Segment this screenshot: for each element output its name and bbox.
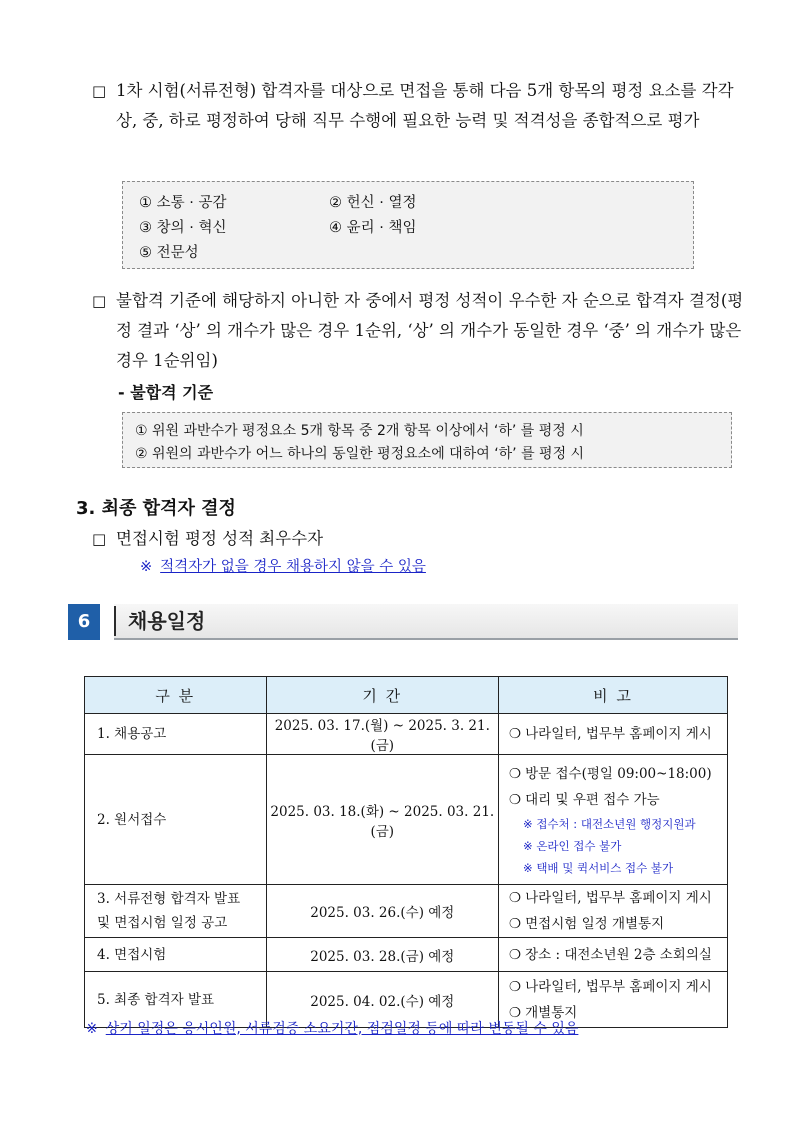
fail-criterion-item: ① 위원 과반수가 평정요소 5개 항목 중 2개 항목 이상에서 ‘하’ 를 평정 시 bbox=[135, 423, 584, 439]
checkbox-bullet-icon: □ bbox=[92, 292, 107, 310]
remark-item bbox=[509, 942, 727, 968]
circle-bullet-icon: ❍ bbox=[509, 726, 522, 742]
remark-text: 방문 접수(평일 09:00~18:00) bbox=[525, 765, 712, 782]
remark-item bbox=[509, 761, 727, 787]
circle-bullet-icon: ❍ bbox=[509, 946, 522, 963]
schedule-category: 4. 면접시험 bbox=[85, 938, 267, 972]
checkbox-bullet-icon: □ bbox=[92, 82, 107, 100]
remark-text: 개별통지 bbox=[525, 1004, 578, 1021]
schedule-remarks bbox=[499, 714, 728, 755]
remark-item bbox=[509, 885, 727, 911]
table-row bbox=[85, 714, 728, 755]
circle-bullet-icon: ❍ bbox=[509, 765, 522, 782]
circle-bullet-icon: ❍ bbox=[509, 978, 522, 995]
remark-item bbox=[509, 911, 727, 937]
table-row bbox=[85, 755, 728, 885]
table-header-row bbox=[85, 677, 728, 714]
schedule-category: 1. 채용공고 bbox=[85, 714, 267, 755]
fail-criteria-box bbox=[122, 412, 732, 468]
pass-rule-text: 불합격 기준에 해당하지 아니한 자 중에서 평정 성적이 우수한 자 순으로 합격자 결정(평정 결과 ‘상’ 의 개수가 많은 경우 1순위, ‘상’ 의 개수가 동일한 경우 ‘중’ 의 개수가 많은 경우 1순위임) bbox=[116, 291, 744, 370]
remark-text: 대리 및 우편 접수 가능 bbox=[525, 791, 660, 808]
final-decision-heading: 3. 최종 합격자 결정 bbox=[76, 498, 236, 519]
circle-bullet-icon: ❍ bbox=[509, 916, 522, 932]
column-header: 기 간 bbox=[266, 677, 498, 714]
column-header: 구 분 bbox=[85, 677, 267, 714]
remark-item bbox=[509, 974, 727, 1000]
remark-item bbox=[509, 721, 727, 747]
criterion-item: ④ 윤리 · 책임 bbox=[329, 220, 417, 236]
note-mark: ※ bbox=[86, 1021, 98, 1037]
schedule-category: 2. 원서접수 bbox=[85, 755, 267, 885]
schedule-period: 2025. 03. 26.(수) 예정 bbox=[266, 885, 498, 938]
schedule-period: 2025. 04. 02.(수) 예정 bbox=[266, 972, 498, 1028]
remark-item bbox=[509, 787, 727, 813]
final-note bbox=[140, 556, 426, 578]
interview-intro-paragraph bbox=[92, 76, 742, 168]
remark-text: 나라일터, 법무부 홈페이지 게시 bbox=[525, 978, 712, 995]
remark-note: ※ 택배 및 퀵서비스 접수 불가 bbox=[523, 860, 674, 875]
schedule-period: 2025. 03. 17.(월) ~ 2025. 3. 21.(금) bbox=[266, 714, 498, 755]
remark-text: 장소 : 대전소년원 2층 소회의실 bbox=[525, 946, 712, 963]
pass-rule-paragraph bbox=[92, 286, 742, 378]
section-title-bar bbox=[114, 604, 738, 640]
final-decision-paragraph bbox=[92, 524, 742, 554]
schedule-category: 5. 최종 합격자 발표 bbox=[85, 972, 267, 1028]
final-note-link[interactable]: 적격자가 없을 경우 채용하지 않을 수 있음 bbox=[160, 559, 426, 575]
table-row bbox=[85, 885, 728, 938]
circle-bullet-icon: ❍ bbox=[509, 791, 522, 808]
schedule-table bbox=[84, 676, 728, 1028]
schedule-remarks bbox=[499, 885, 728, 938]
circle-bullet-icon: ❍ bbox=[509, 890, 522, 906]
schedule-remarks bbox=[499, 938, 728, 972]
schedule-category: 3. 서류전형 합격자 발표 및 면접시험 일정 공고 bbox=[85, 885, 267, 938]
remark-text: 나라일터, 법무부 홈페이지 게시 bbox=[525, 890, 712, 906]
remark-text: 나라일터, 법무부 홈페이지 게시 bbox=[525, 726, 712, 742]
criterion-item: ① 소통 · 공감 bbox=[139, 195, 227, 211]
circle-bullet-icon: ❍ bbox=[509, 1004, 522, 1021]
schedule-period: 2025. 03. 28.(금) 예정 bbox=[266, 938, 498, 972]
section-divider bbox=[114, 606, 116, 636]
section-number-badge: 6 bbox=[68, 604, 100, 640]
checkbox-bullet-icon: □ bbox=[92, 530, 107, 548]
evaluation-criteria-box bbox=[122, 181, 694, 269]
schedule-footnote bbox=[86, 1018, 578, 1038]
remark-note: ※ 접수처 : 대전소년원 행정지원과 bbox=[523, 816, 696, 831]
criterion-item: ② 헌신 · 열정 bbox=[329, 195, 417, 211]
section-title: 채용일정 bbox=[128, 609, 206, 633]
schedule-period: 2025. 03. 18.(화) ~ 2025. 03. 21.(금) bbox=[266, 755, 498, 885]
remark-text: 면접시험 일정 개별통지 bbox=[525, 916, 665, 932]
footnote-link[interactable]: 상기 일정은 응시인원, 서류검증 소요기간, 점검일정 등에 따라 변동될 수 있음 bbox=[105, 1021, 579, 1037]
column-header: 비 고 bbox=[499, 677, 728, 714]
table-row bbox=[85, 938, 728, 972]
final-decision-text: 면접시험 평정 성적 최우수자 bbox=[116, 529, 324, 548]
remark-note: ※ 온라인 접수 불가 bbox=[523, 838, 622, 853]
note-mark: ※ bbox=[140, 559, 153, 575]
fail-criteria-heading: - 불합격 기준 bbox=[118, 383, 214, 402]
criterion-item: ③ 창의 · 혁신 bbox=[139, 220, 227, 236]
fail-criterion-item: ② 위원의 과반수가 어느 하나의 동일한 평정요소에 대하여 ‘하’ 를 평정 시 bbox=[135, 446, 585, 462]
schedule-remarks bbox=[499, 755, 728, 885]
criterion-item: ⑤ 전문성 bbox=[139, 245, 199, 261]
interview-intro-text: 1차 시험(서류전형) 합격자를 대상으로 면접을 통해 다음 5개 항목의 평정 요소를 각각 상, 중, 하로 평정하여 당해 직무 수행에 필요한 능력 및 적격성을 종합적으로 평가 bbox=[116, 81, 734, 130]
